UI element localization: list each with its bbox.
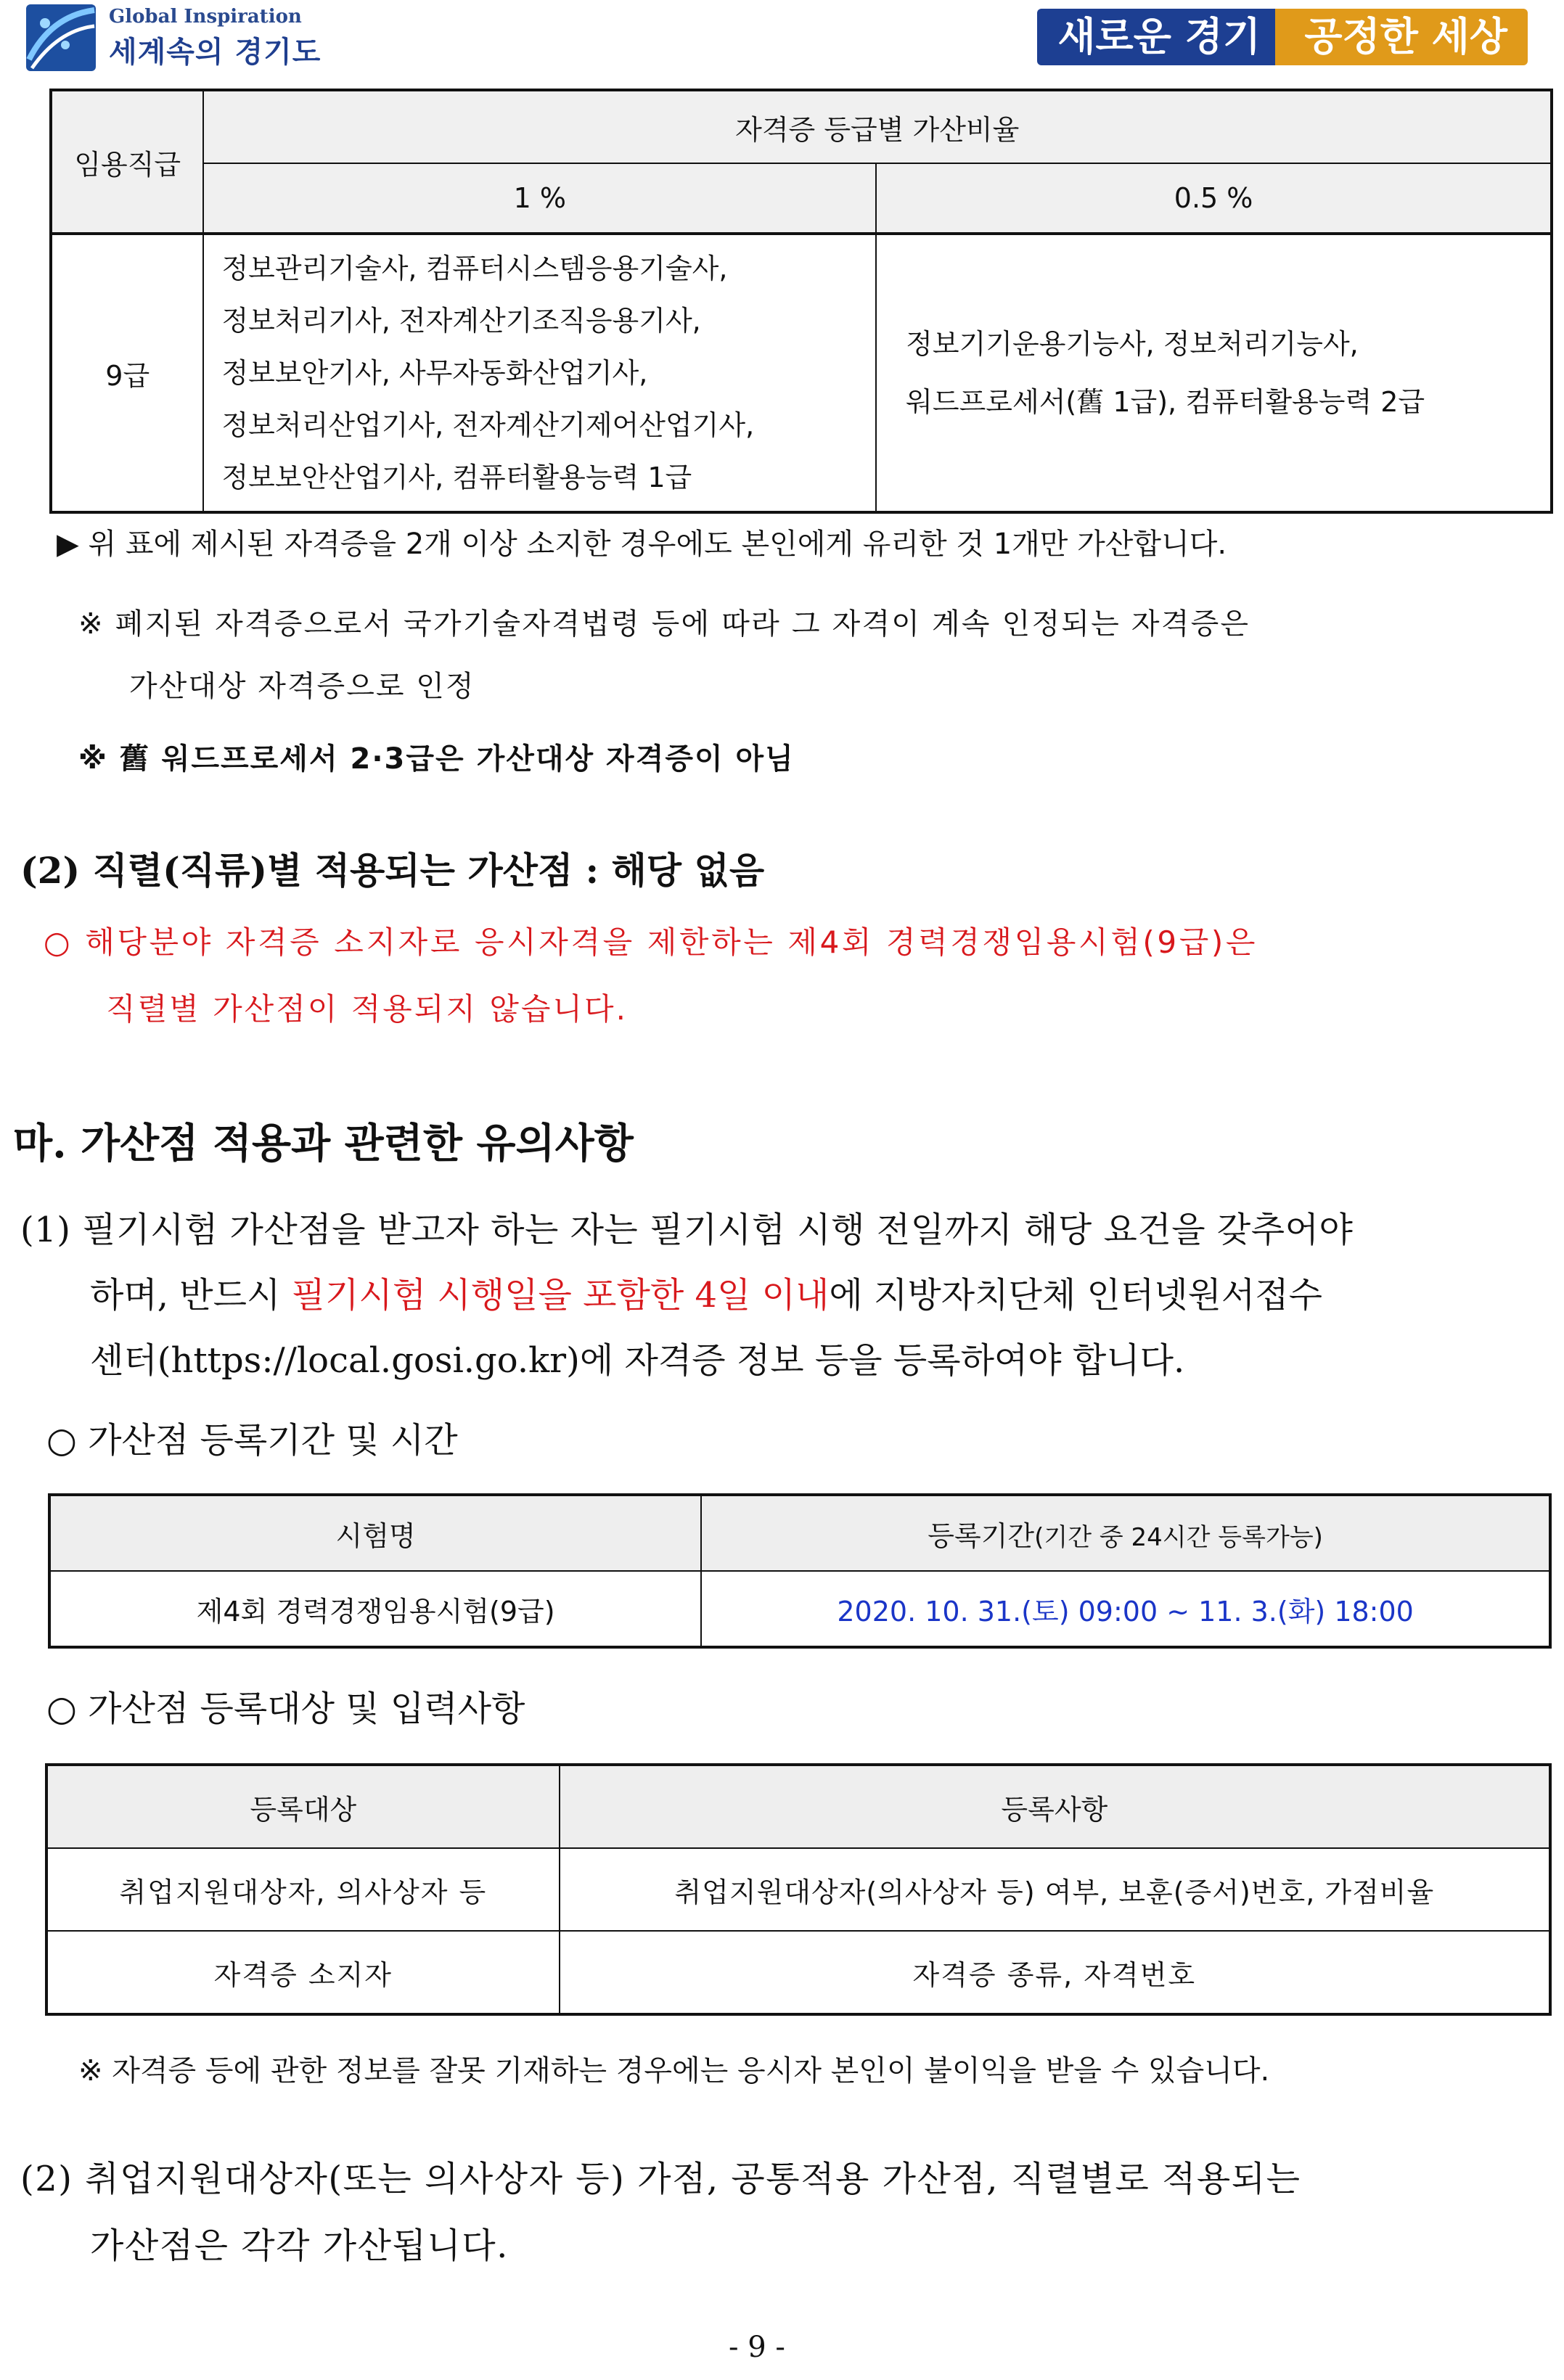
list-item: 정보처리산업기사, 전자계산기제어산업기사,: [221, 409, 755, 441]
bullet-registration-period: ○ 가산점 등록기간 및 시간: [46, 1420, 458, 1461]
arrow-note: ▶ 위 표에 제시된 자격증을 2개 이상 소지한 경우에도 본인에게 유리한 것 1개만 가산합니다.: [57, 528, 1227, 561]
one-pct-cell: [203, 234, 876, 512]
header-note: (기간 중 24시간 등록가능): [1034, 1522, 1323, 1552]
reference-note-1-cont: 가산대상 자격증으로 인정: [129, 670, 475, 703]
period-cell: 2020. 10. 31.(토) 09:00 ~ 11. 3.(화) 18:00: [701, 1571, 1550, 1647]
list-item: 정보처리기사, 전자계산기조직응용기사,: [221, 305, 701, 337]
list-item: 워드프로세서(舊 1급), 컴퓨터활용능력 2급: [906, 386, 1425, 418]
col-header-role: 임용직급: [51, 90, 203, 234]
gyeonggi-logo: [22, 1, 322, 74]
list-item: 정보보안기사, 사무자동화산업기사,: [221, 357, 648, 389]
half-pct-cell: [876, 234, 1552, 512]
logo-subtitle: Global Inspiration: [109, 6, 302, 28]
reference-note-1: ※ 폐지된 자격증으로서 국가기술자격법령 등에 따라 그 자격이 계속 인정되는 자격증은: [78, 607, 1250, 641]
col-header-exam: 시험명: [49, 1495, 701, 1571]
slogan-left: 새로운 경기: [1037, 9, 1281, 65]
col-header-1pct: 1 %: [203, 163, 876, 234]
highlight-text: 필기시험 시행일을 포함한 4일 이내: [291, 1275, 830, 1316]
paragraph-1-line-3: 센터(https://local.gosi.go.kr)에 자격증 정보 등을 등록하여야 합니다.: [90, 1340, 1185, 1381]
items-cell: 자격증 종류, 자격번호: [560, 1931, 1550, 2014]
registration-period-table: [48, 1493, 1552, 1649]
page-number: - 9 -: [729, 2331, 785, 2364]
col-header-05pct: 0.5 %: [876, 163, 1552, 234]
reference-note-2: ※ 舊 워드프로세서 2·3급은 가산대상 자격증이 아님: [78, 742, 795, 776]
col-header-target: 등록대상: [46, 1765, 560, 1848]
paragraph-1-line-1: (1) 필기시험 가산점을 받고자 하는 자는 필기시험 시행 전일까지 해당 요건을 갖추어야: [20, 1210, 1354, 1250]
slogan-right: 공정한 세상: [1275, 9, 1528, 65]
col-header-group: 자격증 등급별 가산비율: [203, 90, 1552, 163]
header-text: 등록기간: [928, 1519, 1035, 1552]
col-header-period: [701, 1495, 1550, 1571]
section-2-heading: (2) 직렬(직류)별 적용되는 가산점 : 해당 없음: [20, 849, 765, 892]
list-item: 정보관리기술사, 컴퓨터시스템응용기술사,: [221, 253, 728, 284]
paragraph-2-line-2: 가산점은 각각 가산됩니다.: [90, 2225, 509, 2266]
paragraph-text: 에 지방자치단체 인터넷원서접수: [829, 1275, 1323, 1316]
list-item: 정보보안산업기사, 컴퓨터활용능력 1급: [221, 461, 692, 493]
paragraph-1-line-2: [90, 1267, 1322, 1317]
items-cell: 취업지원대상자(의사상자 등) 여부, 보훈(증서)번호, 가점비율: [560, 1848, 1550, 1931]
paragraph-2-line-1: (2) 취업지원대상자(또는 의사상자 등) 가점, 공통적용 가산점, 직렬별로 적용되는: [20, 2159, 1301, 2199]
grade-cell: 9급: [51, 234, 203, 512]
section-2-bullet-cont: 직렬별 가산점이 적용되지 않습니다.: [106, 991, 628, 1027]
table-row: [46, 1931, 1550, 2014]
certificate-bonus-table: [49, 89, 1553, 514]
gyeonggi-emblem-icon: [22, 1, 102, 74]
paragraph-text: 하며, 반드시: [90, 1275, 292, 1316]
warning-note: ※ 자격증 등에 관한 정보를 잘못 기재하는 경우에는 응시자 본인이 불이익을 받을 수 있습니다.: [78, 2054, 1270, 2088]
registration-items-table: [45, 1763, 1552, 2016]
section-2-bullet: ○ 해당분야 자격증 소지자로 응시자격을 제한하는 제4회 경력경쟁임용시험(9급)은: [44, 924, 1258, 960]
bullet-registration-target: ○ 가산점 등록대상 및 입력사항: [46, 1688, 525, 1729]
list-item: 정보기기운용기능사, 정보처리기능사,: [906, 328, 1359, 360]
slogan-banner: [1057, 9, 1528, 67]
col-header-items: 등록사항: [560, 1765, 1550, 1848]
exam-name-cell: 제4회 경력경쟁임용시험(9급): [49, 1571, 701, 1647]
table-row: [46, 1848, 1550, 1931]
section-ma-heading: 마. 가산점 적용과 관련한 유의사항: [13, 1120, 634, 1168]
target-cell: 자격증 소지자: [46, 1931, 560, 2014]
target-cell: 취업지원대상자, 의사상자 등: [46, 1848, 560, 1931]
logo-title: 세계속의 경기도: [109, 36, 322, 69]
